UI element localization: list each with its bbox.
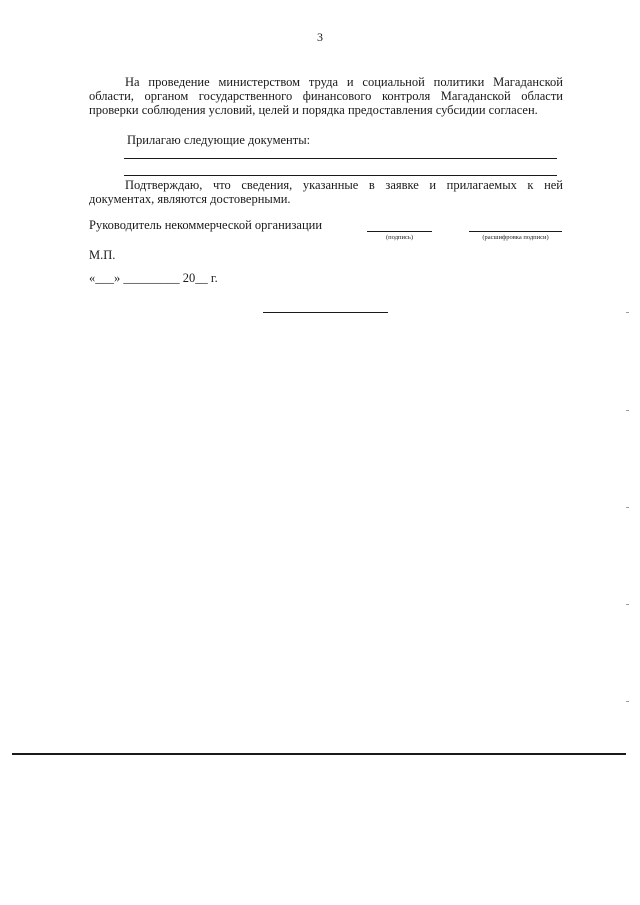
- head-signature-label: Руководитель некоммерческой организации: [89, 218, 323, 232]
- scan-edge-mark: [626, 604, 629, 605]
- signature-decode-caption: (расшифровка подписи): [482, 234, 549, 241]
- scan-edge-mark: [626, 701, 629, 702]
- attachment-blank-line-2: [124, 175, 557, 176]
- attachment-blank-line-1: [124, 158, 557, 159]
- footer-divider: [12, 753, 626, 755]
- scan-edge-mark: [626, 507, 629, 508]
- scan-edge-mark: [626, 312, 629, 313]
- confirmation-paragraph: Подтверждаю, что сведения, указанные в заявке и прилагаемых к ней документах, являются достоверными.: [89, 178, 563, 206]
- stamp-label: М.П.: [89, 248, 116, 262]
- signature-caption: (подпись): [386, 234, 413, 241]
- page-number: 3: [317, 30, 323, 44]
- scan-edge-mark: [626, 410, 629, 411]
- attachments-label: Прилагаю следующие документы:: [127, 133, 311, 147]
- end-of-document-line: [263, 312, 388, 313]
- signature-decode-blank-line: [469, 231, 562, 232]
- signature-blank-line: [367, 231, 432, 232]
- consent-paragraph: На проведение министерством труда и социальной политики Магаданской области, органом государственного финансового контроля Магаданской области проверки соблюдения условий, целей и порядка предоставления субсидии согласен.: [89, 75, 563, 117]
- date-line: «___» _________ 20__ г.: [89, 271, 218, 285]
